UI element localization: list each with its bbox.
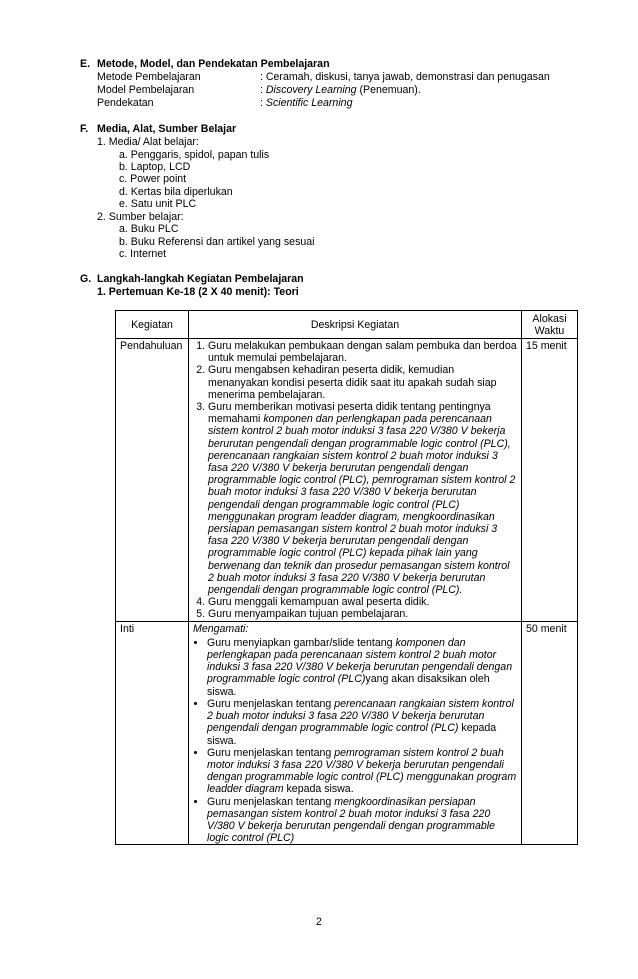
section-f-title: Media, Alat, Sumber Belajar (97, 123, 237, 135)
inti-description (189, 621, 522, 845)
table-row-inti (116, 621, 578, 845)
header-alokasi: Alokasi Waktu (522, 311, 578, 339)
mengamati-heading: Mengamati: (193, 622, 249, 635)
activity-table (115, 310, 578, 845)
pendahuluan-step: 3. Guru memberikan motivasi peserta didik tentang pentingnya memahami komponen dan perlengkapan pada perencanaan sistem kontrol 2 buah motor induksi 3 fasa 220 V/380 V bekerja berurutan pengendali dengan programmable logic control (PLC), perencanaan rangkaian sistem kontrol 2 buah motor induksi 3 fasa 220 V/380 V bekerja berurutan pengendali dengan programmable logic control (PLC), pemrograman sistem kontrol 2 buah motor induksi 3 fasa 220 V/380 V bekerja berurutan pengendali dengan programmable logic control (PLC) menggunakan program leadder diagram, mengkoordinasikan persiapan pemasangan sistem kontrol 2 buah motor induksi 3 fasa 220 V/380 V bekerja berurutan pengendali dengan programmable logic control (PLC) kepada pihak lain yang berwenang dan teknik dan prosedur pemasangan sistem kontrol 2 buah motor induksi 3 fasa 220 V/380 V bekerja berurutan pengendali dengan programmable logic control (PLC). (208, 401, 517, 596)
source-item: b. Buku Referensi dan artikel yang sesuai (119, 236, 315, 248)
inti-bullet: • Guru menjelaskan tentang pemrograman sistem kontrol 2 buah motor induksi 3 fasa 220 V/380 V bekerja berurutan pengendali dengan programmable logic control (PLC) menggunakan program leadder diagram kepada siswa. (207, 747, 517, 796)
section-g-title: Langkah-langkah Kegiatan Pembelajaran (97, 273, 304, 285)
media-item: a. Penggaris, spidol, papan tulis (119, 149, 270, 161)
model-label: Model Pembelajaran (97, 84, 195, 96)
media-item: e. Satu unit PLC (119, 198, 197, 210)
approach-value: : Scientific Learning (260, 97, 353, 109)
source-item: c. Internet (119, 248, 167, 260)
media-item: b. Laptop, LCD (119, 161, 191, 173)
method-label: Metode Pembelajaran (97, 71, 201, 83)
pendahuluan-time: 15 menit (522, 339, 578, 622)
source-item: a. Buku PLC (119, 223, 179, 235)
media-title: 1. Media/ Alat belajar: (97, 136, 199, 148)
section-f-letter: F. (80, 123, 89, 135)
inti-label: Inti (116, 621, 189, 845)
pendahuluan-step: 4. Guru menggali kemampuan awal peserta didik. (208, 596, 517, 608)
section-e-letter: E. (80, 58, 91, 70)
inti-time: 50 menit (522, 621, 578, 845)
pendahuluan-description (189, 339, 522, 622)
approach-label: Pendekatan (97, 97, 154, 109)
header-deskripsi: Deskripsi Kegiatan (189, 311, 522, 339)
inti-bullet: • Guru menyiapkan gambar/slide tentang komponen dan perlengkapan pada perencanaan sistem kontrol 2 buah motor induksi 3 fasa 220 V/380 V bekerja berurutan pengendali dengan programmable logic control (PLC)yang akan disaksikan oleh siswa. (207, 637, 517, 698)
page-number: 2 (316, 916, 322, 928)
table-header-row (116, 311, 578, 339)
section-g-letter: G. (80, 273, 92, 285)
model-value: : Discovery Learning (Penemuan). (260, 84, 421, 96)
inti-bullet: • Guru menjelaskan tentang perencanaan rangkaian sistem kontrol 2 buah motor induksi 3 fasa 220 V/380 V bekerja berurutan pengendali dengan programmable logic control (PLC) kepada siswa. (207, 698, 517, 747)
header-kegiatan: Kegiatan (116, 311, 189, 339)
section-e-title: Metode, Model, dan Pendekatan Pembelajaran (97, 58, 330, 70)
pendahuluan-step: 5. Guru menyampaikan tujuan pembelajaran. (208, 608, 517, 620)
media-item: c. Power point (119, 173, 187, 185)
pendahuluan-step: 2. Guru mengabsen kehadiran peserta didik, kemudian menanyakan kondisi peserta didik saat itu apakah sudah siap menerima pembelajaran. (208, 364, 517, 401)
sources-title: 2. Sumber belajar: (97, 211, 184, 223)
pendahuluan-step: 1. Guru melakukan pembukaan dengan salam pembuka dan berdoa untuk memulai pembelajaran. (208, 340, 517, 364)
method-value: : Ceramah, diskusi, tanya jawab, demonstrasi dan penugasan (260, 71, 550, 83)
inti-bullet: • Guru menjelaskan tentang mengkoordinasikan persiapan pemasangan sistem kontrol 2 buah motor induksi 3 fasa 220 V/380 V bekerja berurutan pengendali dengan programmable logic control (PLC) (207, 796, 517, 845)
meeting-title: 1. Pertemuan Ke-18 (2 X 40 menit): Teori (97, 286, 299, 298)
pendahuluan-label: Pendahuluan (116, 339, 189, 622)
table-row-pendahuluan (116, 339, 578, 622)
media-item: d. Kertas bila diperlukan (119, 186, 233, 198)
